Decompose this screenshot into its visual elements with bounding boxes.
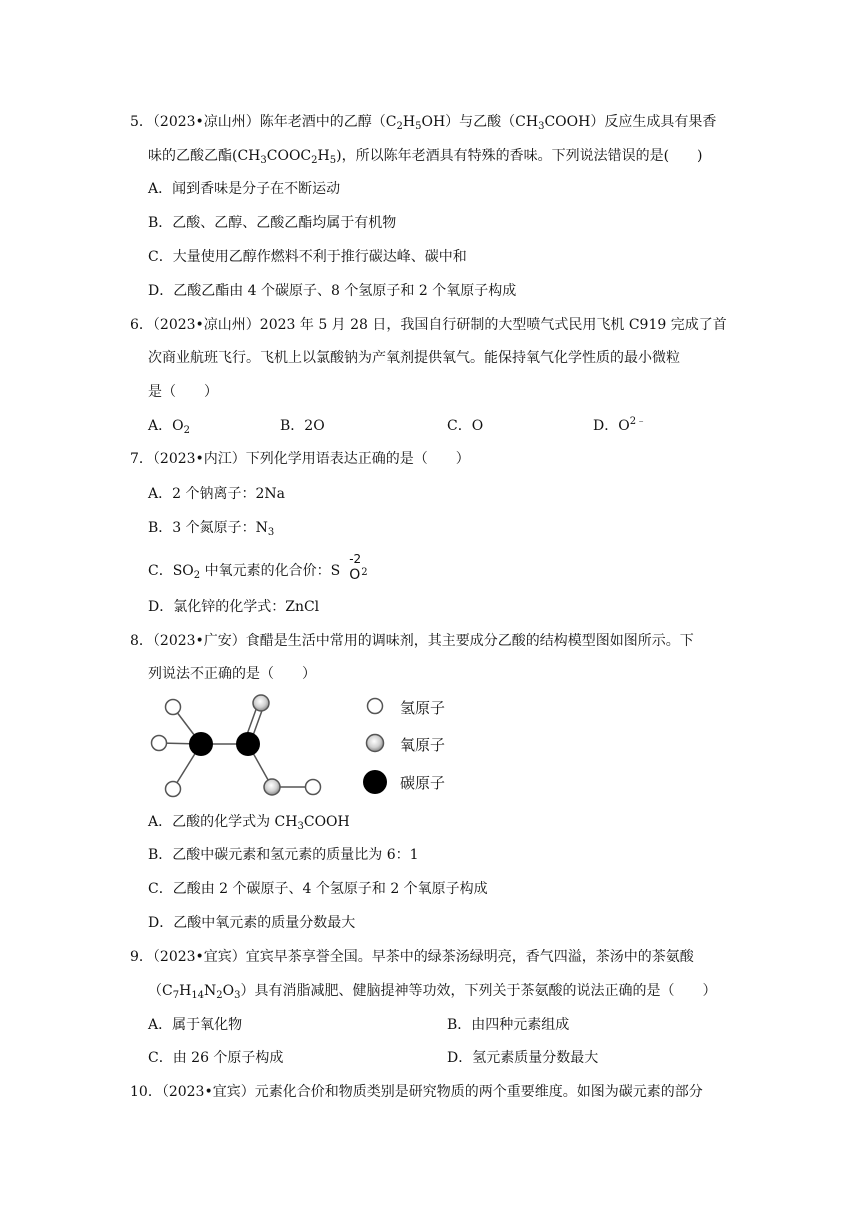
q8-option-c: C．乙酸由 2 个碳原子、4 个氢原子和 2 个氧原子构成 <box>148 881 488 897</box>
q7-option-a: A．2 个钠离子：2Na <box>148 486 285 502</box>
q8-option-b: B．乙酸中碳元素和氢元素的质量比为 6：1 <box>148 847 419 863</box>
q5-option-c: C．大量使用乙醇作燃料不利于推行碳达峰、碳中和 <box>148 249 467 265</box>
acetic-acid-molecule-model <box>140 690 340 810</box>
q5-option-d: D．乙酸乙酯由 4 个碳原子、8 个氢原子和 2 个氧原子构成 <box>148 283 517 299</box>
carbon-atom <box>189 732 213 756</box>
q8-stem-line1: 8．（2023•广安）食醋是生活中常用的调味剂，其主要成分乙酸的结构模型图如图所示。下 <box>130 633 694 649</box>
q8-stem-line2: 列说法不正确的是（ ） <box>148 666 316 682</box>
q9-option-c: C．由 26 个原子构成 <box>148 1050 284 1066</box>
hydrogen-atom <box>306 780 321 795</box>
q5-stem-line1: 5．（2023•凉山州）陈年老酒中的乙醇$(C_2H_5OH)$与乙酸$(CH_3COOH)$反应生成具有果香 <box>130 114 717 132</box>
q9-option-d: D．氢元素质量分数最大 <box>447 1050 599 1066</box>
q5-option-a: A．闻到香味是分子在不断运动 <box>148 181 341 197</box>
q9-stem-line2: $(C_7H_{14}N_2O_3)$具有消脂减肥、健脑提神等功效，下列关于茶氨酸的说法正确的是（ ） <box>148 983 717 1001</box>
oxygen-atom <box>264 779 280 795</box>
q8-option-a: A．乙酸的化学式为 $CH_3COOH$ <box>148 814 350 832</box>
legend-oxygen-label: 氧原子 <box>400 736 446 754</box>
hydrogen-atom <box>166 782 181 797</box>
q7-option-b: B．3 个氮原子：$N_3$ <box>148 520 275 538</box>
q6-option-d: D．$O^{2﹣}$ <box>593 416 647 434</box>
q6-option-b: B．2O <box>280 418 325 434</box>
q9-option-a: A．属于氧化物 <box>148 1017 243 1033</box>
q6-stem-line3: 是（ ） <box>148 384 218 400</box>
q5-option-b: B．乙酸、乙醇、乙酸乙酯均属于有机物 <box>148 215 397 231</box>
legend-hydrogen-icon <box>364 695 386 717</box>
valence-notation: -2 O 2 <box>349 552 368 583</box>
carbon-atom <box>236 732 260 756</box>
hydrogen-atom <box>166 700 181 715</box>
q5-stem-line2: 味的乙酸乙酯$(CH_3COOC_2H_5)$，所以陈年老酒具有特殊的香味。下列说法错误的是( ) <box>148 148 703 166</box>
q7-option-c: C．$SO_2$ 中氧元素的化合价：S -2 O 2 <box>148 552 368 583</box>
q9-option-b: B．由四种元素组成 <box>447 1017 570 1033</box>
q6-option-a: A．$O_2$ <box>148 418 190 436</box>
q9-stem-line1: 9．（2023•宜宾）宜宾早茶享誉全国。早茶中的绿茶汤绿明亮，香气四溢，茶汤中的茶氨酸 <box>130 949 694 965</box>
q6-stem-line2: 次商业航班飞行。飞机上以氯酸钠为产氧剂提供氧气。能保持氧气化学性质的最小微粒 <box>148 350 680 366</box>
legend-carbon-label: 碳原子 <box>400 774 446 792</box>
q8-option-d: D．乙酸中氧元素的质量分数最大 <box>148 915 356 931</box>
legend-carbon-icon <box>360 767 390 797</box>
legend-hydrogen-label: 氢原子 <box>400 699 446 717</box>
q7-option-d: D．氯化锌的化学式：ZnCl <box>148 599 320 615</box>
legend-oxygen-icon <box>363 731 387 755</box>
q6-option-c: C．O <box>447 418 484 434</box>
q10-stem-line1: 10．（2023•宜宾）元素化合价和物质类别是研究物质的两个重要维度。如图为碳元素的部分 <box>130 1084 703 1100</box>
oxygen-atom <box>253 695 269 711</box>
q7-stem: 7．（2023•内江）下列化学用语表达正确的是（ ） <box>130 451 470 467</box>
hydrogen-atom <box>152 736 167 751</box>
q6-stem-line1: 6．（2023•凉山州）2023 年 5 月 28 日，我国自行研制的大型喷气式民用飞机 C919 完成了首 <box>130 317 727 333</box>
